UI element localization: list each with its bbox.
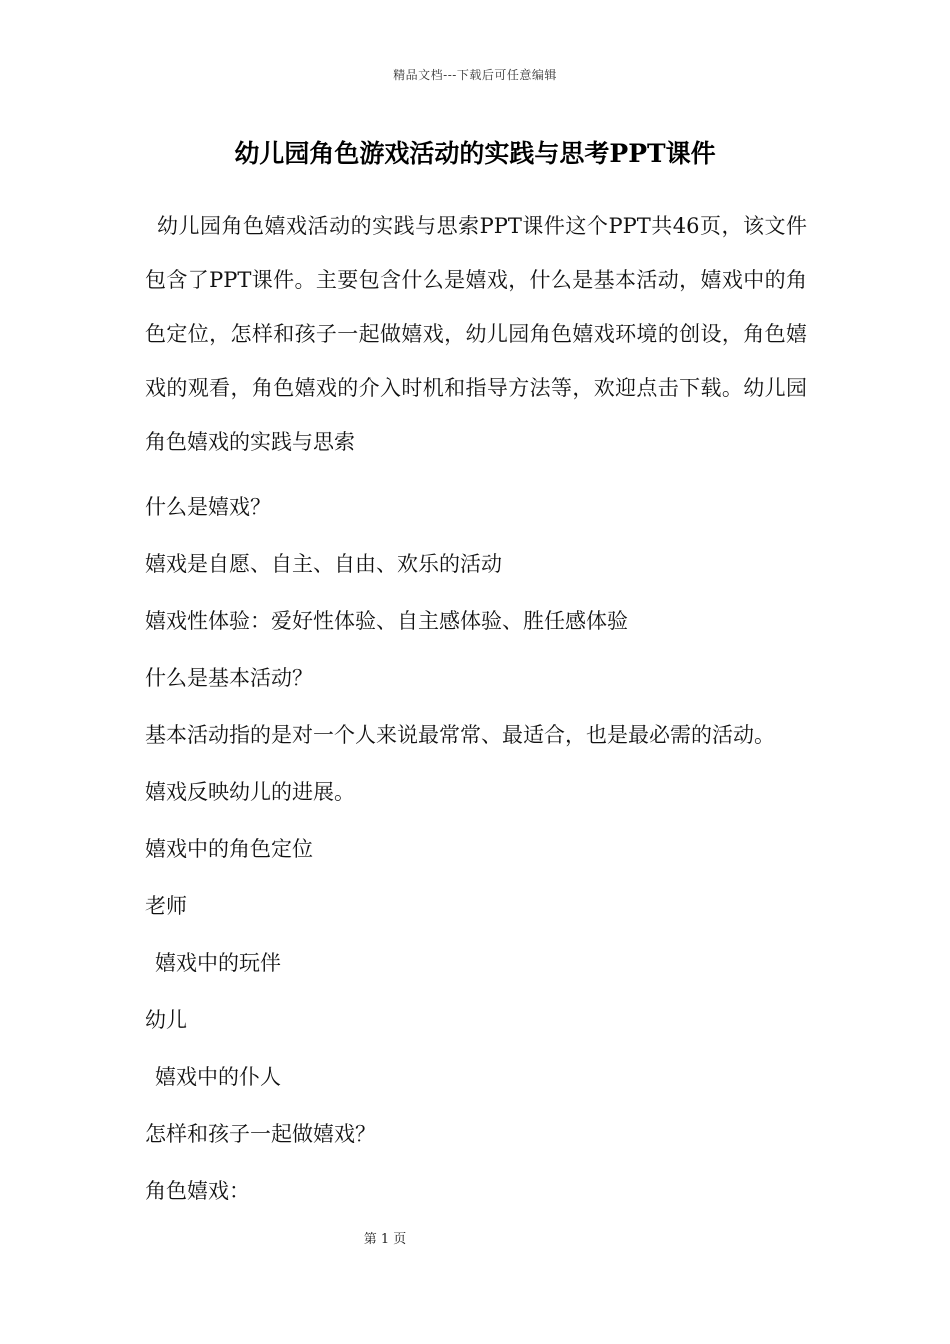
body-line: 嬉戏性体验：爱好性体验、自主感体验、胜任感体验	[145, 609, 628, 633]
intro-paragraph: 幼儿园角色嬉戏活动的实践与思索PPT课件这个PPT共46页，该文件包含了PPT课件。主要包含什么是嬉戏，什么是基本活动，嬉戏中的角色定位，怎样和孩子一起做嬉戏，幼儿园角色嬉戏环境的创设，角色嬉戏的观看，角色嬉戏的介入时机和指导方法等，欢迎点击下载。幼儿园角色嬉戏的实践与思索	[145, 214, 807, 454]
body-line: 什么是基本活动？	[145, 666, 313, 690]
body-line: 嬉戏中的仆人	[155, 1065, 281, 1089]
document-title: 幼儿园角色游戏活动的实践与思考PPT课件	[234, 139, 716, 168]
page-number: 第 1 页	[363, 1232, 407, 1247]
body-line: 嬉戏中的角色定位	[145, 837, 313, 861]
body-line: 老师	[145, 894, 187, 918]
body-line: 角色嬉戏：	[145, 1179, 250, 1203]
body-line: 嬉戏反映幼儿的进展。	[145, 780, 355, 804]
body-line: 嬉戏中的玩伴	[155, 951, 281, 975]
body-line: 什么是嬉戏？	[145, 495, 271, 519]
header-note: 精品文档---下载后可任意编辑	[393, 68, 557, 82]
body-line: 幼儿	[145, 1008, 187, 1032]
body-line: 基本活动指的是对一个人来说最常常、最适合，也是最必需的活动。	[145, 723, 775, 747]
body-line: 嬉戏是自愿、自主、自由、欢乐的活动	[145, 552, 502, 576]
body-line: 怎样和孩子一起做嬉戏？	[145, 1122, 376, 1146]
